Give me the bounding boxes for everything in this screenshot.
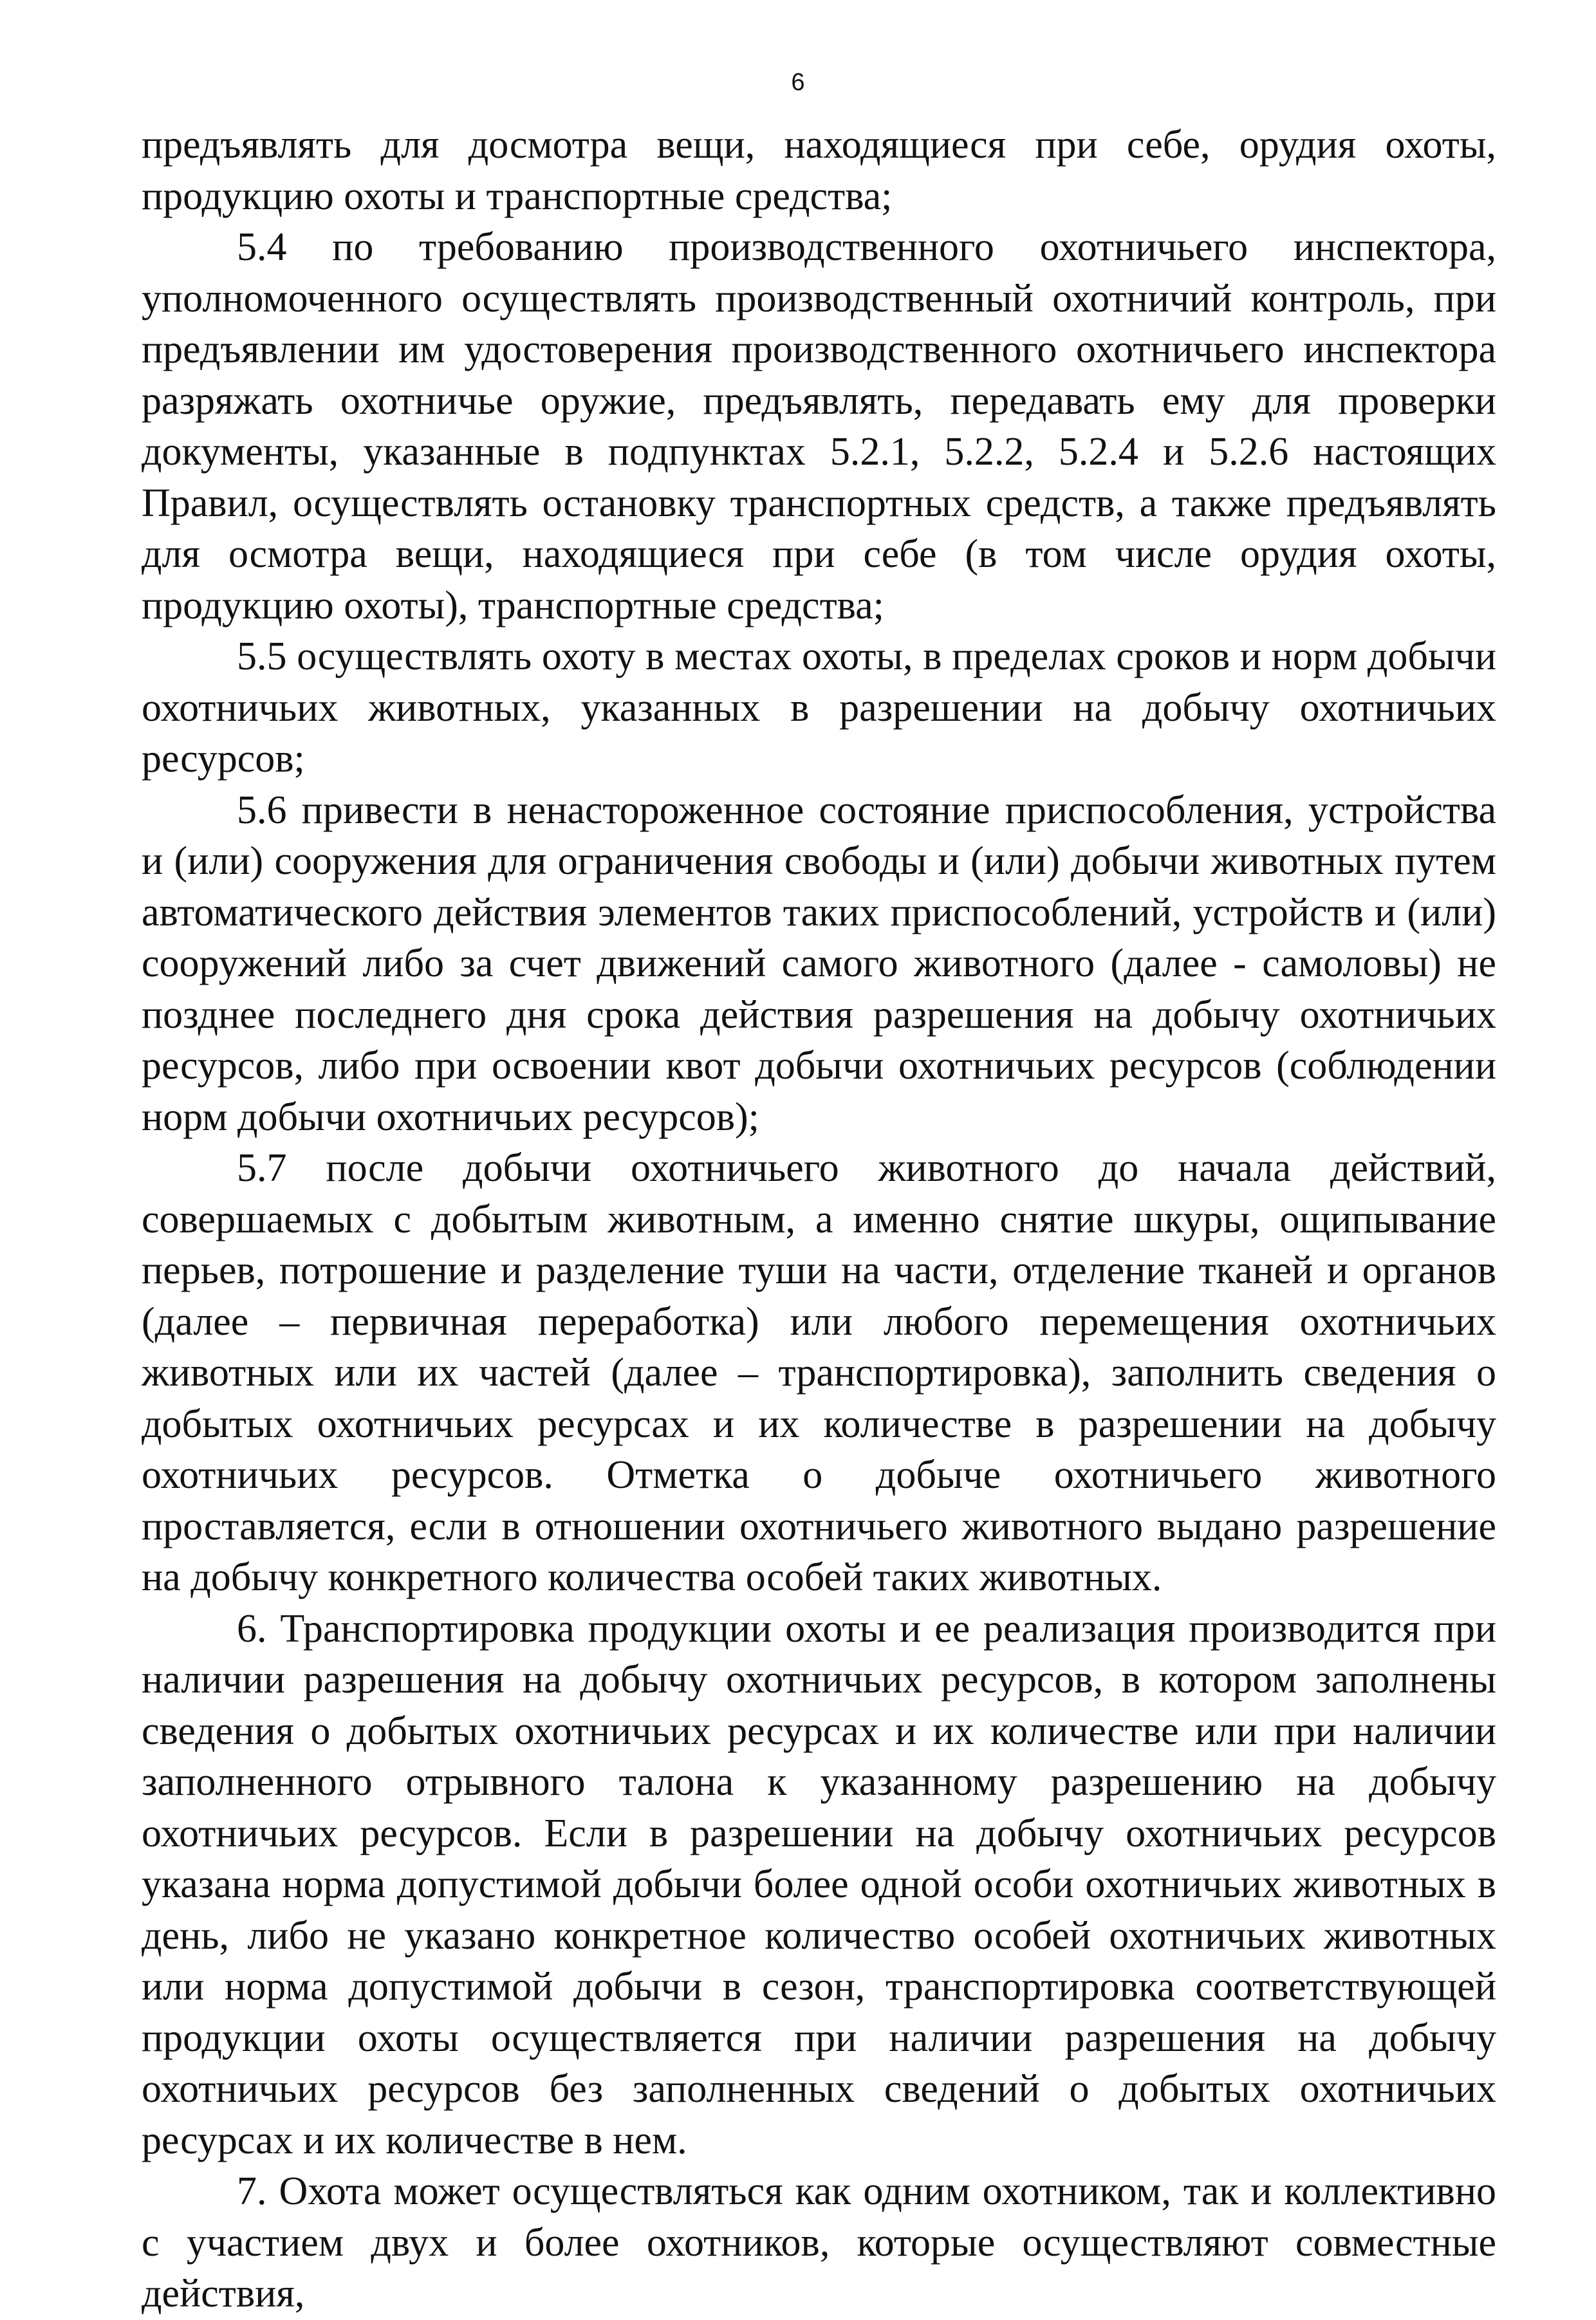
paragraph-5-6: 5.6 привести в ненастороженное состояние приспособления, устройства и (или) сооружения для ограничения свободы и (или) добычи животных путем автоматического действия элементов таких приспособлений, устройств и (или) сооружений либо за счет движений самого животного (далее - самоловы) не позднее последнего дня срока действия разрешения на добычу охотничьих ресурсов, либо при освоении квот добычи охотничьих ресурсов (соблюдении норм добычи охотничьих ресурсов); xyxy=(142,788,1496,1139)
paragraph-continuation: предъявлять для досмотра вещи, находящиеся при себе, орудия охоты, продукцию охоты и транспортные средства; xyxy=(142,123,1496,218)
paragraph-5-4: 5.4 по требованию производственного охотничьего инспектора, уполномоченного осуществлять производственный охотничий контроль, при предъявлении им удостоверения производственного охотничьего инспектора разряжать охотничье оружие, предъявлять, передавать ему для проверки документы, указанные в подпунктах 5.2.1, 5.2.2, 5.2.4 и 5.2.6 настоящих Правил, осуществлять остановку транспортных средств, а также предъявлять для осмотра вещи, находящиеся при себе (в том числе орудия охоты, продукцию охоты), транспортные средства; xyxy=(142,225,1496,627)
paragraph-5-5: 5.5 осуществлять охоту в местах охоты, в пределах сроков и норм добычи охотничьих животных, указанных в разрешении на добычу охотничьих ресурсов; xyxy=(142,635,1496,781)
page-number: 6 xyxy=(791,69,805,96)
paragraph-6: 6. Транспортировка продукции охоты и ее реализация производится при наличии разрешения на добычу охотничьих ресурсов, в котором заполнены сведения о добытых охотничьих ресурсах и их количестве или при наличии заполненного отрывного талона к указанному разрешению на добычу охотничьих ресурсов. Если в разрешении на добычу охотничьих ресурсов указана норма допустимой добычи более одной особи охотничьих животных в день, либо не указано конкретное количество особей охотничьих животных или норма допустимой добычи в сезон, транспортировка соответствующей продукции охоты осуществляется при наличии разрешения на добычу охотничьих ресурсов без заполненных сведений о добытых охотничьих ресурсах и их количестве в нем. xyxy=(142,1606,1496,2162)
document-body xyxy=(142,120,1496,2320)
paragraph-7: 7. Охота может осуществляться как одним охотником, так и коллективно с участием двух и более охотников, которые осуществляют совместные действия, xyxy=(142,2169,1496,2315)
paragraph-5-7: 5.7 после добычи охотничьего животного до начала действий, совершаемых с добытым животным, а именно снятие шкуры, ощипывание перьев, потрошение и разделение туши на части, отделение тканей и органов (далее – первичная переработка) или любого перемещения охотничьих животных или их частей (далее – транспортировка), заполнить сведения о добытых охотничьих ресурсах и их количестве в разрешении на добычу охотничьих ресурсов. Отметка о добыче охотничьего животного проставляется, если в отношении охотничьего животного выдано разрешение на добычу конкретного количества особей таких животных. xyxy=(142,1146,1496,1599)
